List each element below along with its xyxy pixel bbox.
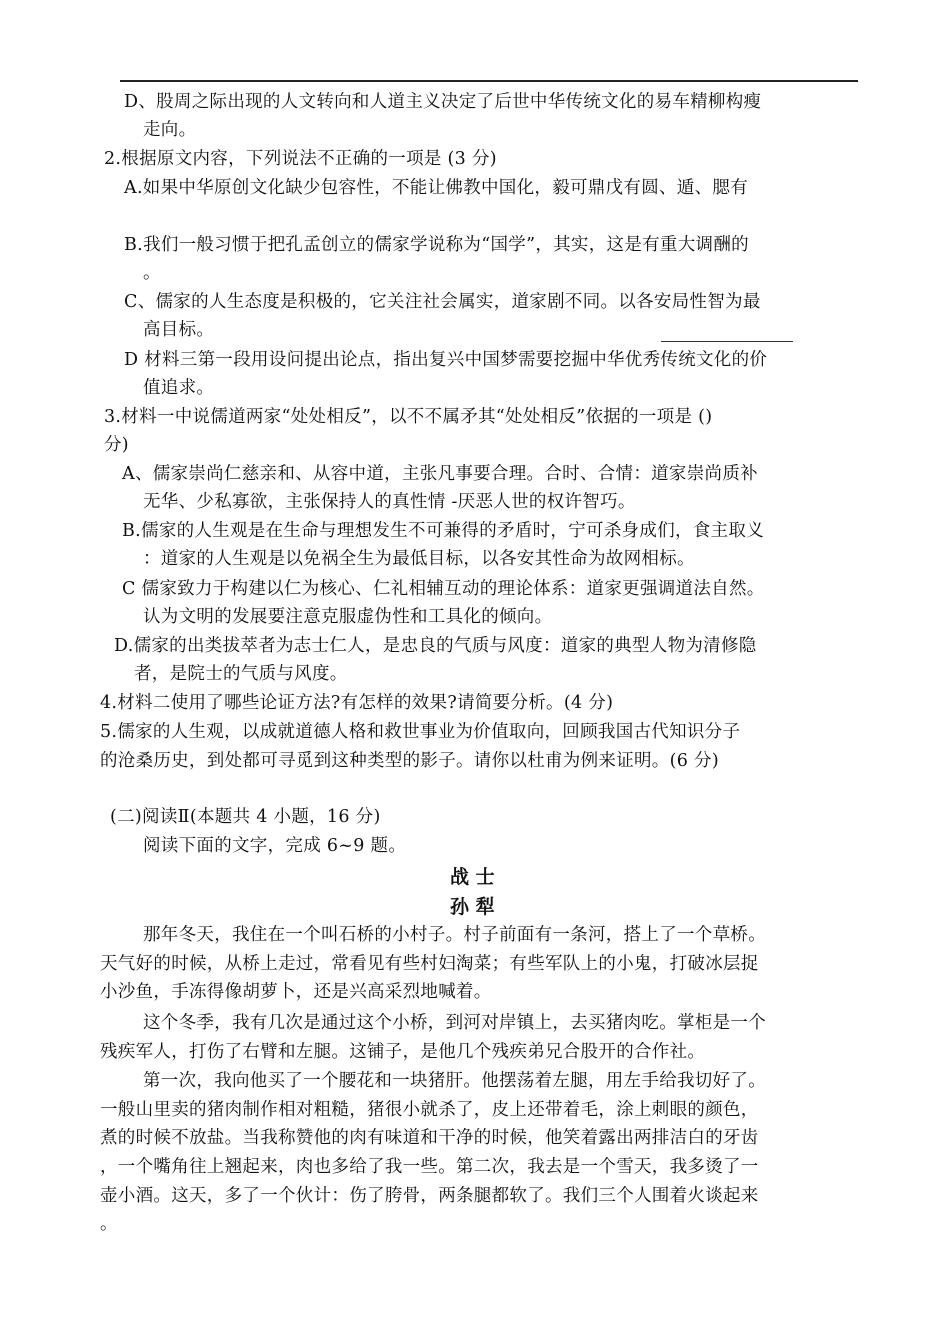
story-para2-line2: 残疾军人，打伤了右臂和左腿。这铺子，是他几个残疾弟兄合股开的合作社。 — [100, 1042, 706, 1062]
story-para3-line1: 第一次，我向他买了一个腰花和一块猪肝。他摆荡着左腿，用左手给我切好了。 — [143, 1071, 766, 1091]
top-rule — [120, 80, 858, 82]
q3-stem-line2: 分) — [104, 435, 129, 455]
q2-stem: 2.根据原文内容，下列说法不正确的一项是 (3 分) — [104, 149, 497, 169]
q2-option-d-line1: D 材料三第一段用设问提出论点，指出复兴中国梦需要挖掘中华优秀传统文化的价 — [124, 350, 768, 370]
q3-option-d-line1: D.儒家的出类拔萃者为志士仁人，是忠良的气质与风度：道家的典型人物为清修隐 — [114, 636, 757, 656]
story-para3-line4: ，一个嘴角往上翘起来，肉也多给了我一些。第二次，我去是一个雪天，我多烫了一 — [100, 1157, 759, 1177]
q2-option-c-line2: 高目标。 — [143, 320, 215, 340]
q3-option-b-line2: ：道家的人生观是以免祸全生为最低目标，以各安其性命为故网相标。 — [143, 549, 695, 569]
story-para3-line5: 壶小酒。这天，多了一个伙计：伤了胯骨，两条腿都软了。我们三个人围着火谈起来 — [100, 1186, 759, 1206]
q3-option-a-line2: 无华、少私寡欲，主张保持人的真性情 -厌恶人世的权许智巧。 — [143, 492, 636, 512]
q2-option-a: A.如果中华原创文化缺少包容性，不能让佛教中国化，毅可鼎戊有圆、遁、腮有 — [124, 178, 748, 198]
q4-stem: 4.材料二使用了哪些论证方法?有怎样的效果?请简要分析。(4 分) — [100, 693, 614, 713]
q2-option-b-line2: 。 — [143, 263, 161, 283]
story-para1-line1: 那年冬天，我住在一个叫石桥的小村子。村子前面有一条河，搭上了一个草桥。 — [143, 925, 766, 945]
q3-option-c-line2: 认为文明的发展要注意克服虚伪性和工具化的倾向。 — [143, 607, 553, 627]
q3-option-c-line1: C 儒家致力于构建以仁为核心、仁礼相辅互动的理论体系：道家更强调道法自然。 — [122, 579, 765, 599]
story-para2-line1: 这个冬季，我有几次是通过这个小桥，到河对岸镇上，去买猪肉吃。掌柜是一个 — [143, 1013, 766, 1033]
q2-option-b-line1: B.我们一般习惯于把孔孟创立的儒家学说称为“国学”，其实，这是有重大调酬的 — [124, 235, 749, 255]
answer-blank-line — [661, 341, 793, 342]
q3-option-b-line1: B.儒家的人生观是在生命与理想发生不可兼得的矛盾时，宁可杀身成们，食主取义 — [122, 521, 765, 541]
section2-heading: (二)阅读Ⅱ(本题共 4 小题，16 分) — [110, 807, 381, 827]
q2-option-c-line1: C、儒家的人生态度是积极的，它关注社会属实，道家剧不同。以各安局性智为最 — [124, 292, 761, 312]
story-author: 孙 犁 — [450, 896, 495, 918]
q3-stem-line1: 3.材料一中说儒道两家“处处相反”，以不不属矛其“处处相反”依据的一项是 () — [104, 407, 713, 427]
q5-line1: 5.儒家的人生观，以成就道德人格和救世事业为价值取向，回顾我国古代知识分子 — [100, 722, 741, 742]
story-para1-line2: 天气好的时候，从桥上走过，常看见有些村妇淘菜；有些军队上的小鬼，打破冰层捉 — [100, 954, 759, 974]
story-para3-line6: 。 — [100, 1214, 118, 1234]
q2-option-d-line2: 值追求。 — [143, 378, 215, 398]
section2-instruction: 阅读下面的文字，完成 6~9 题。 — [143, 836, 407, 856]
story-title: 战 士 — [450, 866, 495, 888]
q5-line2: 的沧桑历史，到处都可寻觅到这种类型的影子。请你以杜甫为例来证明。(6 分) — [100, 751, 719, 771]
q1-option-d-line1: D、股周之际出现的人文转向和人道主义决定了后世中华传统文化的易车精柳构瘦 — [124, 92, 762, 112]
q1-option-d-line2: 走向。 — [143, 120, 197, 140]
q3-option-d-line2: 者，是院士的气质与风度。 — [134, 664, 348, 684]
story-para3-line2: 一般山里卖的猪肉制作相对粗糙，猪很小就杀了，皮上还带着毛，涂上刺眼的颜色， — [100, 1100, 759, 1120]
story-para1-line3: 小沙鱼，手冻得像胡萝卜，还是兴高采烈地喊着。 — [100, 982, 492, 1002]
q3-option-a-line1: A、儒家崇尚仁慈亲和、从容中道，主张凡事要合理。合时、合情：道家崇尚质补 — [122, 464, 758, 484]
story-para3-line3: 煮的时候不放盐。当我称赞他的肉有味道和干净的时候，他笑着露出两排洁白的牙齿 — [100, 1128, 759, 1148]
